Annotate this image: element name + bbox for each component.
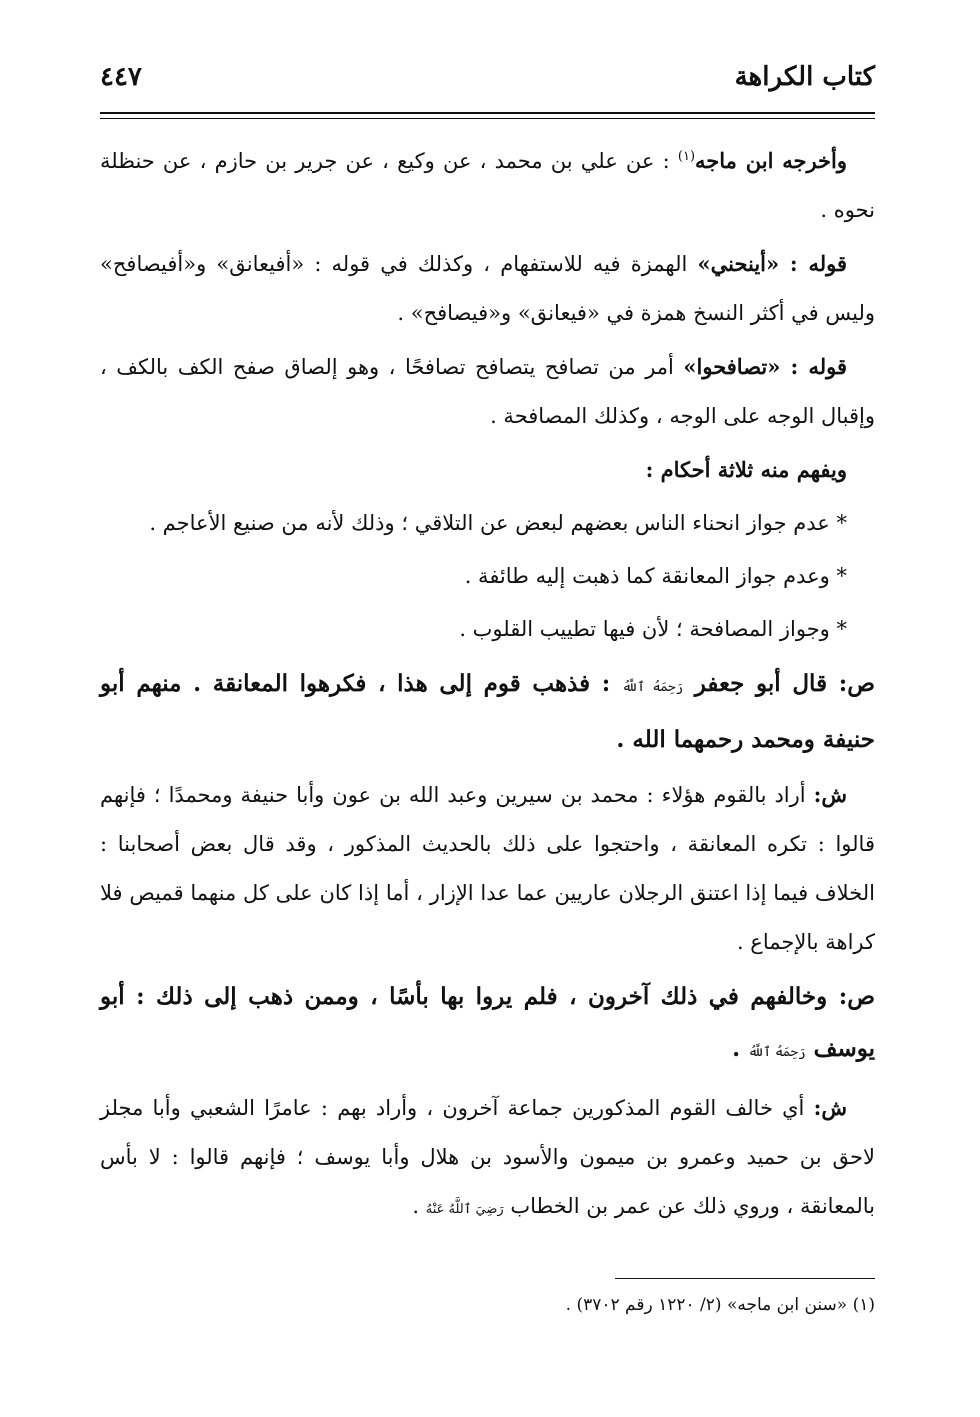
matn-label: ص: — [838, 670, 876, 697]
matn-text: . — [732, 1035, 749, 1062]
honorific-glyph: رَحِمَهُ ٱللَّهُ — [748, 1045, 806, 1060]
sharh-text: . — [412, 1194, 426, 1218]
sharh-text: أي خالف القوم المذكورين جماعة آخرون ، وأراد بهم : عامرًا الشعبي وأبا مجلز لاحق بن حميد وعمرو بن ميمون والأسود بن هلال وأبا يوسف ؛ فإنهم قالوا : لا بأس بالمعانقة ، وروي ذلك عن عمر بن الخطاب — [100, 1096, 875, 1218]
header-rule — [100, 112, 875, 114]
header-rule-thin — [100, 118, 875, 119]
running-header — [100, 50, 875, 114]
book-page — [100, 50, 875, 1380]
matn-label: ص: — [838, 983, 875, 1010]
honorific-glyph: رَضِيَ ٱللَّهُ عَنْهُ — [425, 1202, 504, 1217]
matn-paragraph-2 — [100, 971, 875, 1079]
takhrij-lead: وأخرجه ابن ماجه — [695, 148, 847, 173]
footnote-rule — [615, 1278, 875, 1279]
sharh-text: أراد بالقوم هؤلاء : محمد بن سيرين وعبد الله بن عون وأبا حنيفة ومحمدًا ؛ فإنهم قالوا : تكره المعانقة ، واحتجوا على ذلك بالحديث المذكور ، وقد قال بعض أصحابنا : الخلاف فيما إذا اعتنق الرجلان عاريين عما عدا الإزار ، أما إذا كان على كل منهما قميص فلا كراهة بالإجماع . — [100, 783, 875, 954]
footnote-ref[interactable]: (١) — [677, 149, 696, 164]
term-tasafahu: «تصافحوا» — [683, 354, 781, 379]
lead-qawluhu: قوله : — [779, 251, 848, 276]
sharh-label: ش: — [813, 1095, 847, 1120]
paragraph-takhrij — [100, 136, 875, 235]
paragraph-tasafahu — [100, 342, 875, 441]
takhrij-text: : عن علي بن محمد ، عن وكيع ، عن جرير بن حازم ، عن حنظلة نحوه . — [100, 149, 875, 222]
chapter-title: كتاب الكراهة — [734, 62, 875, 92]
ruling-item: * عدم جواز انحناء الناس بعضهم لبعض عن التلاقي ؛ وذلك لأنه من صنيع الأعاجم . — [149, 511, 847, 535]
term-yanhani: «أينحني» — [697, 251, 780, 276]
sharh-label: ش: — [813, 782, 847, 807]
rulings-heading — [100, 445, 875, 495]
ruling-item: * وعدم جواز المعانقة كما ذهبت إليه طائفة . — [464, 564, 847, 588]
ruling-item: * وجواز المصافحة ؛ لأن فيها تطييب القلوب . — [459, 617, 847, 641]
sharh-paragraph-2 — [100, 1083, 875, 1234]
matn-text: وخالفهم في ذلك آخرون ، فلم يروا بها بأسًا ، وممن ذهب إلى ذلك : أبو يوسف — [100, 983, 875, 1062]
paragraph-yanhani — [100, 239, 875, 338]
footnote: (١) «سنن ابن ماجه» (٢/ ١٢٢٠ رقم ٣٧٠٢) . — [565, 1295, 875, 1315]
matn-text: : فذهب قوم إلى هذا ، فكرهوا المعانقة . منهم أبو حنيفة ومحمد رحمهما الله . — [100, 670, 875, 753]
honorific-glyph: رَحِمَهُ ٱللَّهُ — [621, 680, 684, 695]
matn-paragraph-1 — [100, 658, 875, 766]
rulings-heading-text: ويفهم منه ثلاثة أحكام : — [645, 457, 847, 482]
sharh-paragraph-1 — [100, 770, 875, 967]
page-number: ٤٤٧ — [100, 62, 142, 92]
yanhani-text: الهمزة فيه للاستفهام ، وكذلك في قوله : «أفيعانق» و«أفيصافح» وليس في أكثر النسخ همزة في «فيعانق» و«فيصافح» . — [100, 252, 875, 325]
tasafahu-text: أمر من تصافح يتصافح تصافحًا ، وهو إلصاق صفح الكف بالكف ، وإقبال الوجه على الوجه ، وكذلك المصافحة . — [100, 355, 875, 428]
page-body — [100, 136, 875, 1238]
matn-text: قال أبو جعفر — [683, 670, 839, 697]
lead-qawluhu: قوله : — [780, 354, 848, 379]
